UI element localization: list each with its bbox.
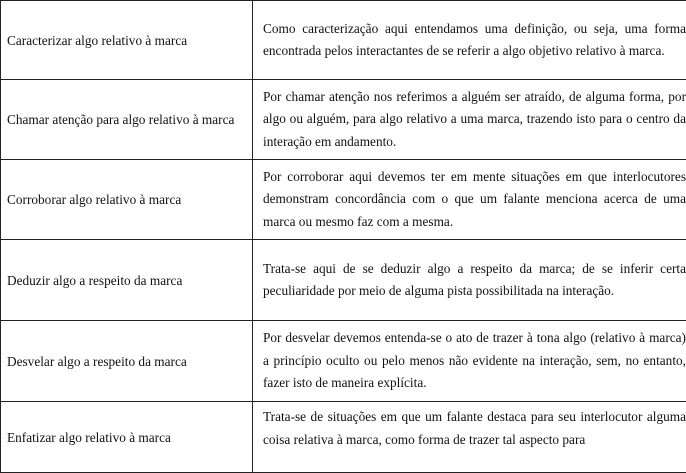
table-body [1,1,686,473]
table-row [1,240,686,321]
term-cell: Corroborar algo relativo à marca [1,160,253,240]
table-row [1,1,686,80]
term-cell: Caracterizar algo relativo à marca [1,1,253,80]
term-cell: Deduzir algo a respeito da marca [1,240,253,321]
term-cell: Desvelar algo a respeito da marca [1,321,253,402]
definition-cell: Por desvelar devemos entenda-se o ato de trazer à tona algo (relativo à marca) a princípio oculto ou pelo menos não evidente na interação, sem, no entanto, fazer isto de maneira explícita. [253,321,686,402]
term-cell: Enfatizar algo relativo à marca [1,402,253,473]
table-row [1,80,686,160]
term-cell: Chamar atenção para algo relativo à marca [1,80,253,160]
definition-cell: Trata-se aqui de se deduzir algo a respeito da marca; de se inferir certa peculiaridade por meio de alguma pista possibilitada na interação. [253,240,686,321]
definition-cell: Por chamar atenção nos referimos a alguém ser atraído, de alguma forma, por algo ou alguém, para algo relativo a uma marca, trazendo isto para o centro da interação em andamento. [253,80,686,160]
table-row [1,160,686,240]
definition-cell: Como caracterização aqui entendamos uma definição, ou seja, uma forma encontrada pelos interactantes de se referir a algo objetivo relativo à marca. [253,1,686,80]
definition-cell: Trata-se de situações em que um falante destaca para seu interlocutor alguma coisa relativa à marca, como forma de trazer tal aspecto para [253,402,686,473]
table-row [1,402,686,473]
definition-cell: Por corroborar aqui devemos ter em mente situações em que interlocutores demonstram concordância com o que um falante menciona acerca de uma marca ou mesmo faz com a mesma. [253,160,686,240]
table-row [1,321,686,402]
